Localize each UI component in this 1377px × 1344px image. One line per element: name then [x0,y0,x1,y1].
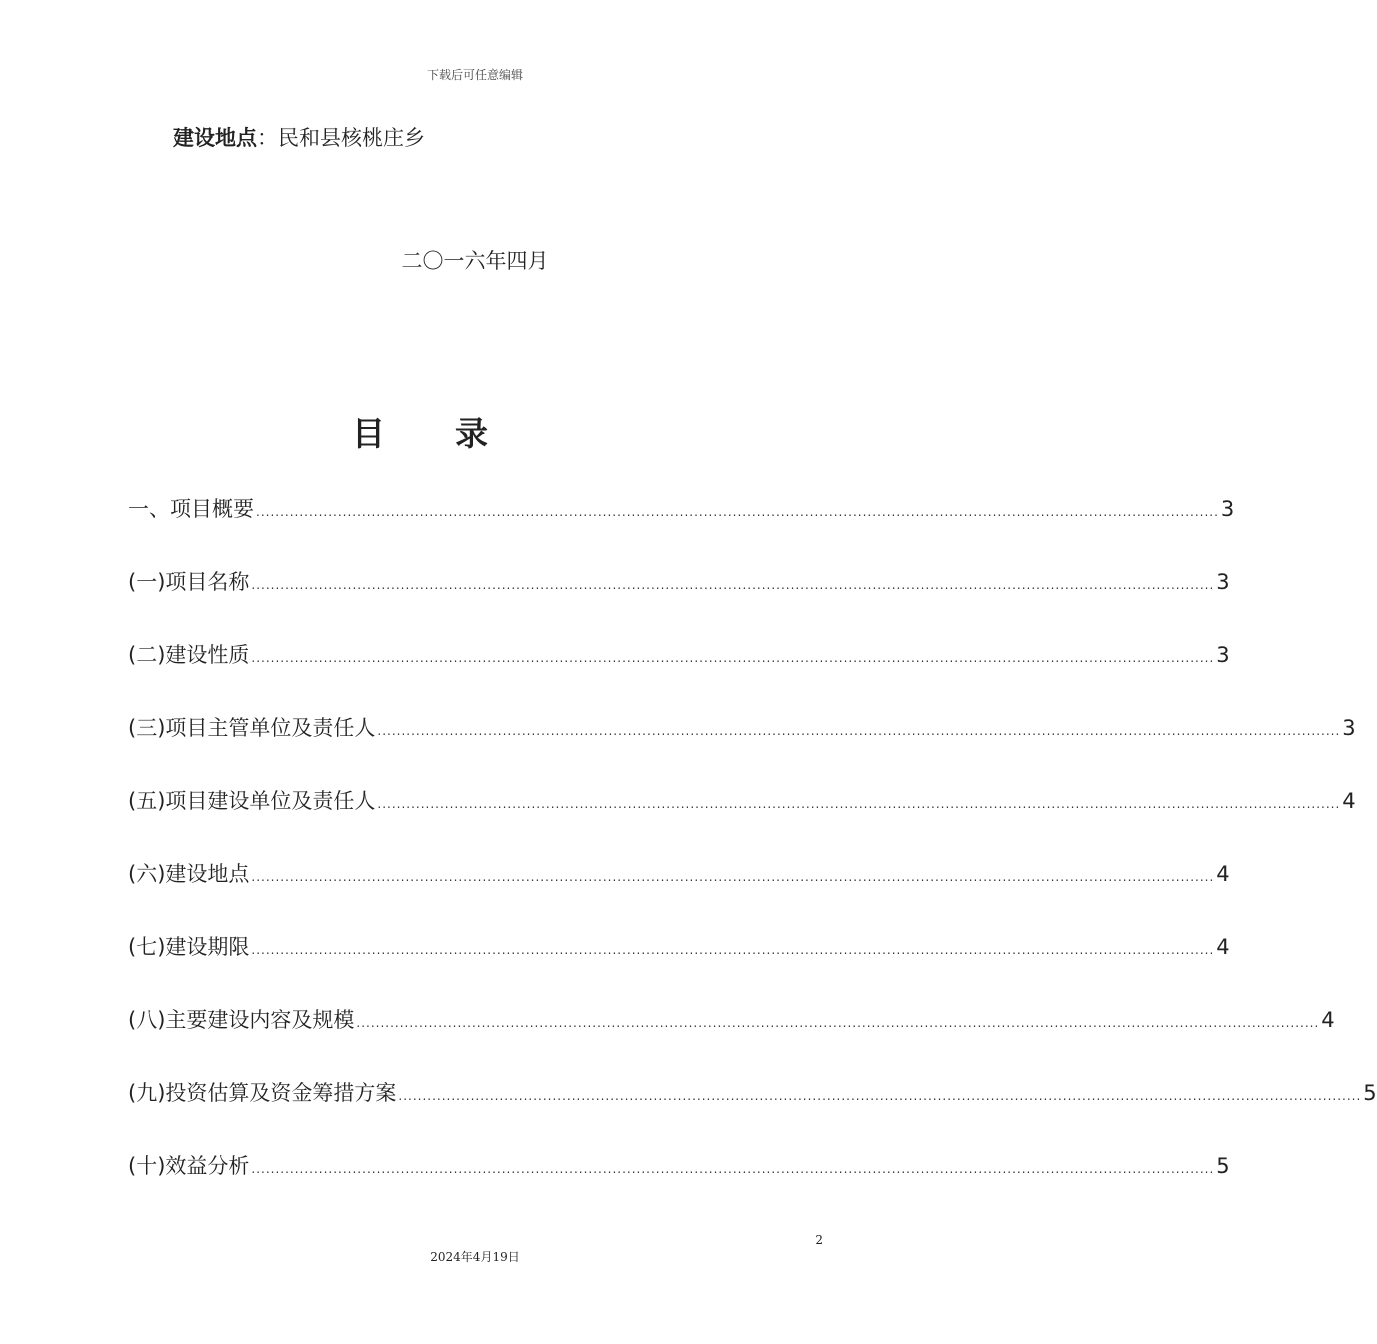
toc-dot-leader: ........................................................................................................................................................................................................ [398,1089,1362,1103]
toc-dot-leader: ........................................................................................................................................................................................................ [377,724,1341,738]
toc-dot-leader: ........................................................................................................................................................................................................ [377,797,1341,811]
toc-dot-leader: ........................................................................................................................................................................................................ [251,1162,1215,1176]
toc-dot-leader: ........................................................................................................................................................................................................ [251,651,1215,665]
toc-title [352,408,488,455]
toc-entry-page: 3 [1216,570,1230,594]
toc-dot-leader: ........................................................................................................................................................................................................ [251,870,1215,884]
toc-entry[interactable] [128,638,1230,711]
toc-entry-page: 3 [1220,497,1235,521]
toc-entry-text: (十)效益分析 [128,1154,250,1178]
location-separator: ： [257,126,278,150]
toc-entry-text: (六)建设地点 [128,862,250,886]
toc-entry-text: (三)项目主管单位及责任人 [128,716,376,740]
page-number: 2 [815,1233,823,1247]
toc-entry-text: 一、项目概要 [128,497,254,521]
table-of-contents [128,492,1377,1222]
toc-entry-text: (七)建设期限 [128,935,250,959]
toc-title-left: 目 [352,414,385,453]
toc-entry[interactable] [128,1076,1377,1149]
footer-date: 2024年4月19日 [430,1250,520,1264]
toc-entry-text: (一)项目名称 [128,570,250,594]
toc-entry-page: 3 [1342,716,1356,740]
toc-dot-leader: ........................................................................................................................................................................................................ [356,1016,1320,1030]
toc-entry-page: 4 [1342,789,1356,813]
toc-entry-page: 4 [1216,935,1230,959]
toc-entry-page: 3 [1216,643,1230,667]
toc-entry-page: 4 [1216,862,1230,886]
toc-entry[interactable] [128,1149,1230,1222]
toc-entry[interactable] [128,711,1356,784]
toc-entry[interactable] [128,492,1235,565]
toc-entry[interactable] [128,1003,1335,1076]
toc-entry[interactable] [128,565,1230,638]
toc-dot-leader: ........................................................................................................................................................................................................ [256,505,1219,519]
toc-entry-text: (二)建设性质 [128,643,250,667]
toc-entry[interactable] [128,784,1356,857]
toc-dot-leader: ........................................................................................................................................................................................................ [251,578,1215,592]
toc-entry-text: (九)投资估算及资金筹措方案 [128,1081,397,1105]
toc-entry[interactable] [128,857,1230,930]
toc-entry[interactable] [128,930,1230,1003]
header-note: 下载后可任意编辑 [426,68,523,82]
toc-entry-text: (八)主要建设内容及规模 [128,1008,355,1032]
construction-location [173,122,425,152]
toc-entry-page: 4 [1321,1008,1335,1032]
location-label: 建设地点 [173,126,257,150]
toc-entry-text: (五)项目建设单位及责任人 [128,789,376,813]
toc-title-right: 录 [455,414,488,453]
toc-entry-page: 5 [1363,1081,1377,1105]
location-value: 民和县核桃庄乡 [278,126,425,150]
document-date: 二〇一六年四月 [401,249,549,273]
toc-dot-leader: ........................................................................................................................................................................................................ [251,943,1215,957]
toc-entry-page: 5 [1216,1154,1230,1178]
